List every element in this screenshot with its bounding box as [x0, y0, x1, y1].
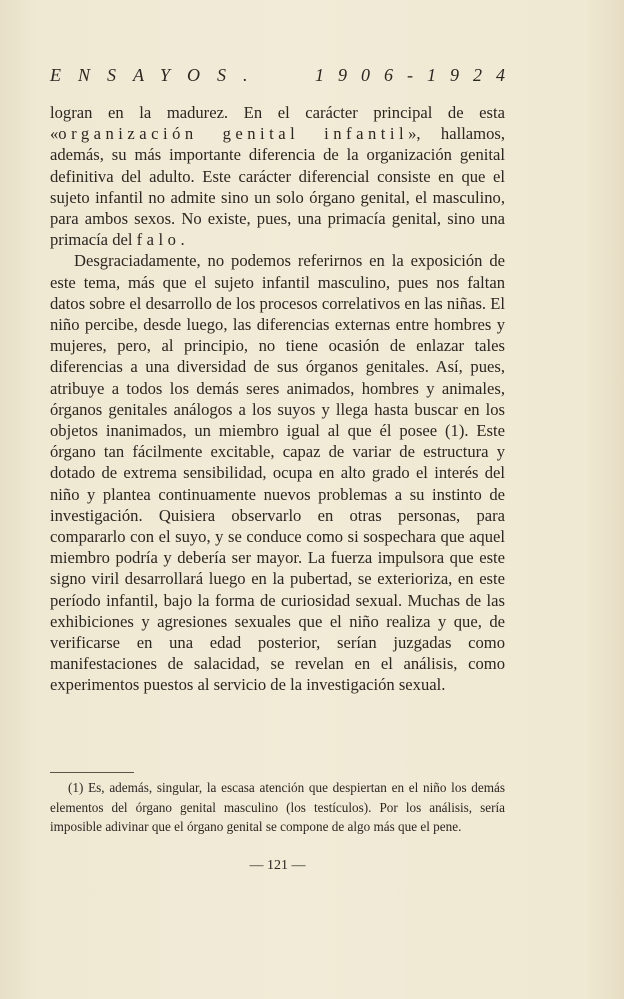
- running-head-years: 1906-1924: [315, 65, 519, 85]
- paragraph-text: .: [180, 230, 185, 250]
- body-text: [50, 102, 505, 696]
- paragraph-continued: [50, 102, 505, 250]
- paragraph-text: », hallamos, además, su más importante diferencia de la organización genital definitiva del adulto. Este carácter diferencial consiste en que el sujeto infantil no admite sino un solo órgano genital, el masculino, para ambos sexos. No existe, pues, una primacía genital, sino una primacía del: [50, 124, 505, 250]
- emphasized-term: organización genital infantil: [58, 124, 409, 144]
- running-head-series: ENSAYOS.: [50, 65, 265, 85]
- footnote: (1) Es, además, singular, la escasa atención que despiertan en el niño los demás elementos del órgano genital masculino (los testículos). Por los análisis, sería imposible adivinar que el órgano genital se compone de algo más que el pene.: [50, 780, 505, 834]
- running-head: [50, 64, 519, 86]
- paragraph: Desgraciadamente, no podemos referirnos en la exposición de este tema, más que el sujeto infantil masculino, pues nos faltan datos sobre el desarrollo de los procesos correlativos en las niñas. El niño percibe, desde luego, las diferencias externas entre hombres y mujeres, pero, al principio, no tiene ocasión de enlazar tales diferencias a una diversidad de sus órganos genitales. Así, pues, atribuye a todos los demás seres animados, hombres y animales, órganos genitales análogos a los suyos y llega hasta buscar en los objetos inanimados, un miembro igual al que él posee (1). Este órgano tan fácilmente excitable, capaz de variar de estructura y dotado de extrema sensibilidad, ocupa en alto grado el interés del niño y plantea continuamente nuevos problemas a su instinto de investigación. Quisiera observarlo en otras personas, para compararlo con el suyo, y se conduce como si sospechara que aquel miembro podría y debería ser mayor. La fuerza impulsora que este signo viril desarrollará luego en la pubertad, se exterioriza, en este período infantil, bajo la forma de curiosidad sexual. Muchas de las exhibiciones y agresiones sexuales que el niño realiza y que, de verificarse en una edad posterior, serían juzgadas como manifestaciones de salacidad, se revelan en el análisis, como experimentos puestos al servicio de la investigación sexual.: [50, 251, 505, 695]
- footnote-rule: [50, 772, 134, 773]
- emphasized-term: falo: [136, 230, 181, 250]
- paragraph-text: logran en la madurez. En el carácter principal de esta «: [50, 103, 505, 144]
- page-number: — 121 —: [249, 858, 306, 873]
